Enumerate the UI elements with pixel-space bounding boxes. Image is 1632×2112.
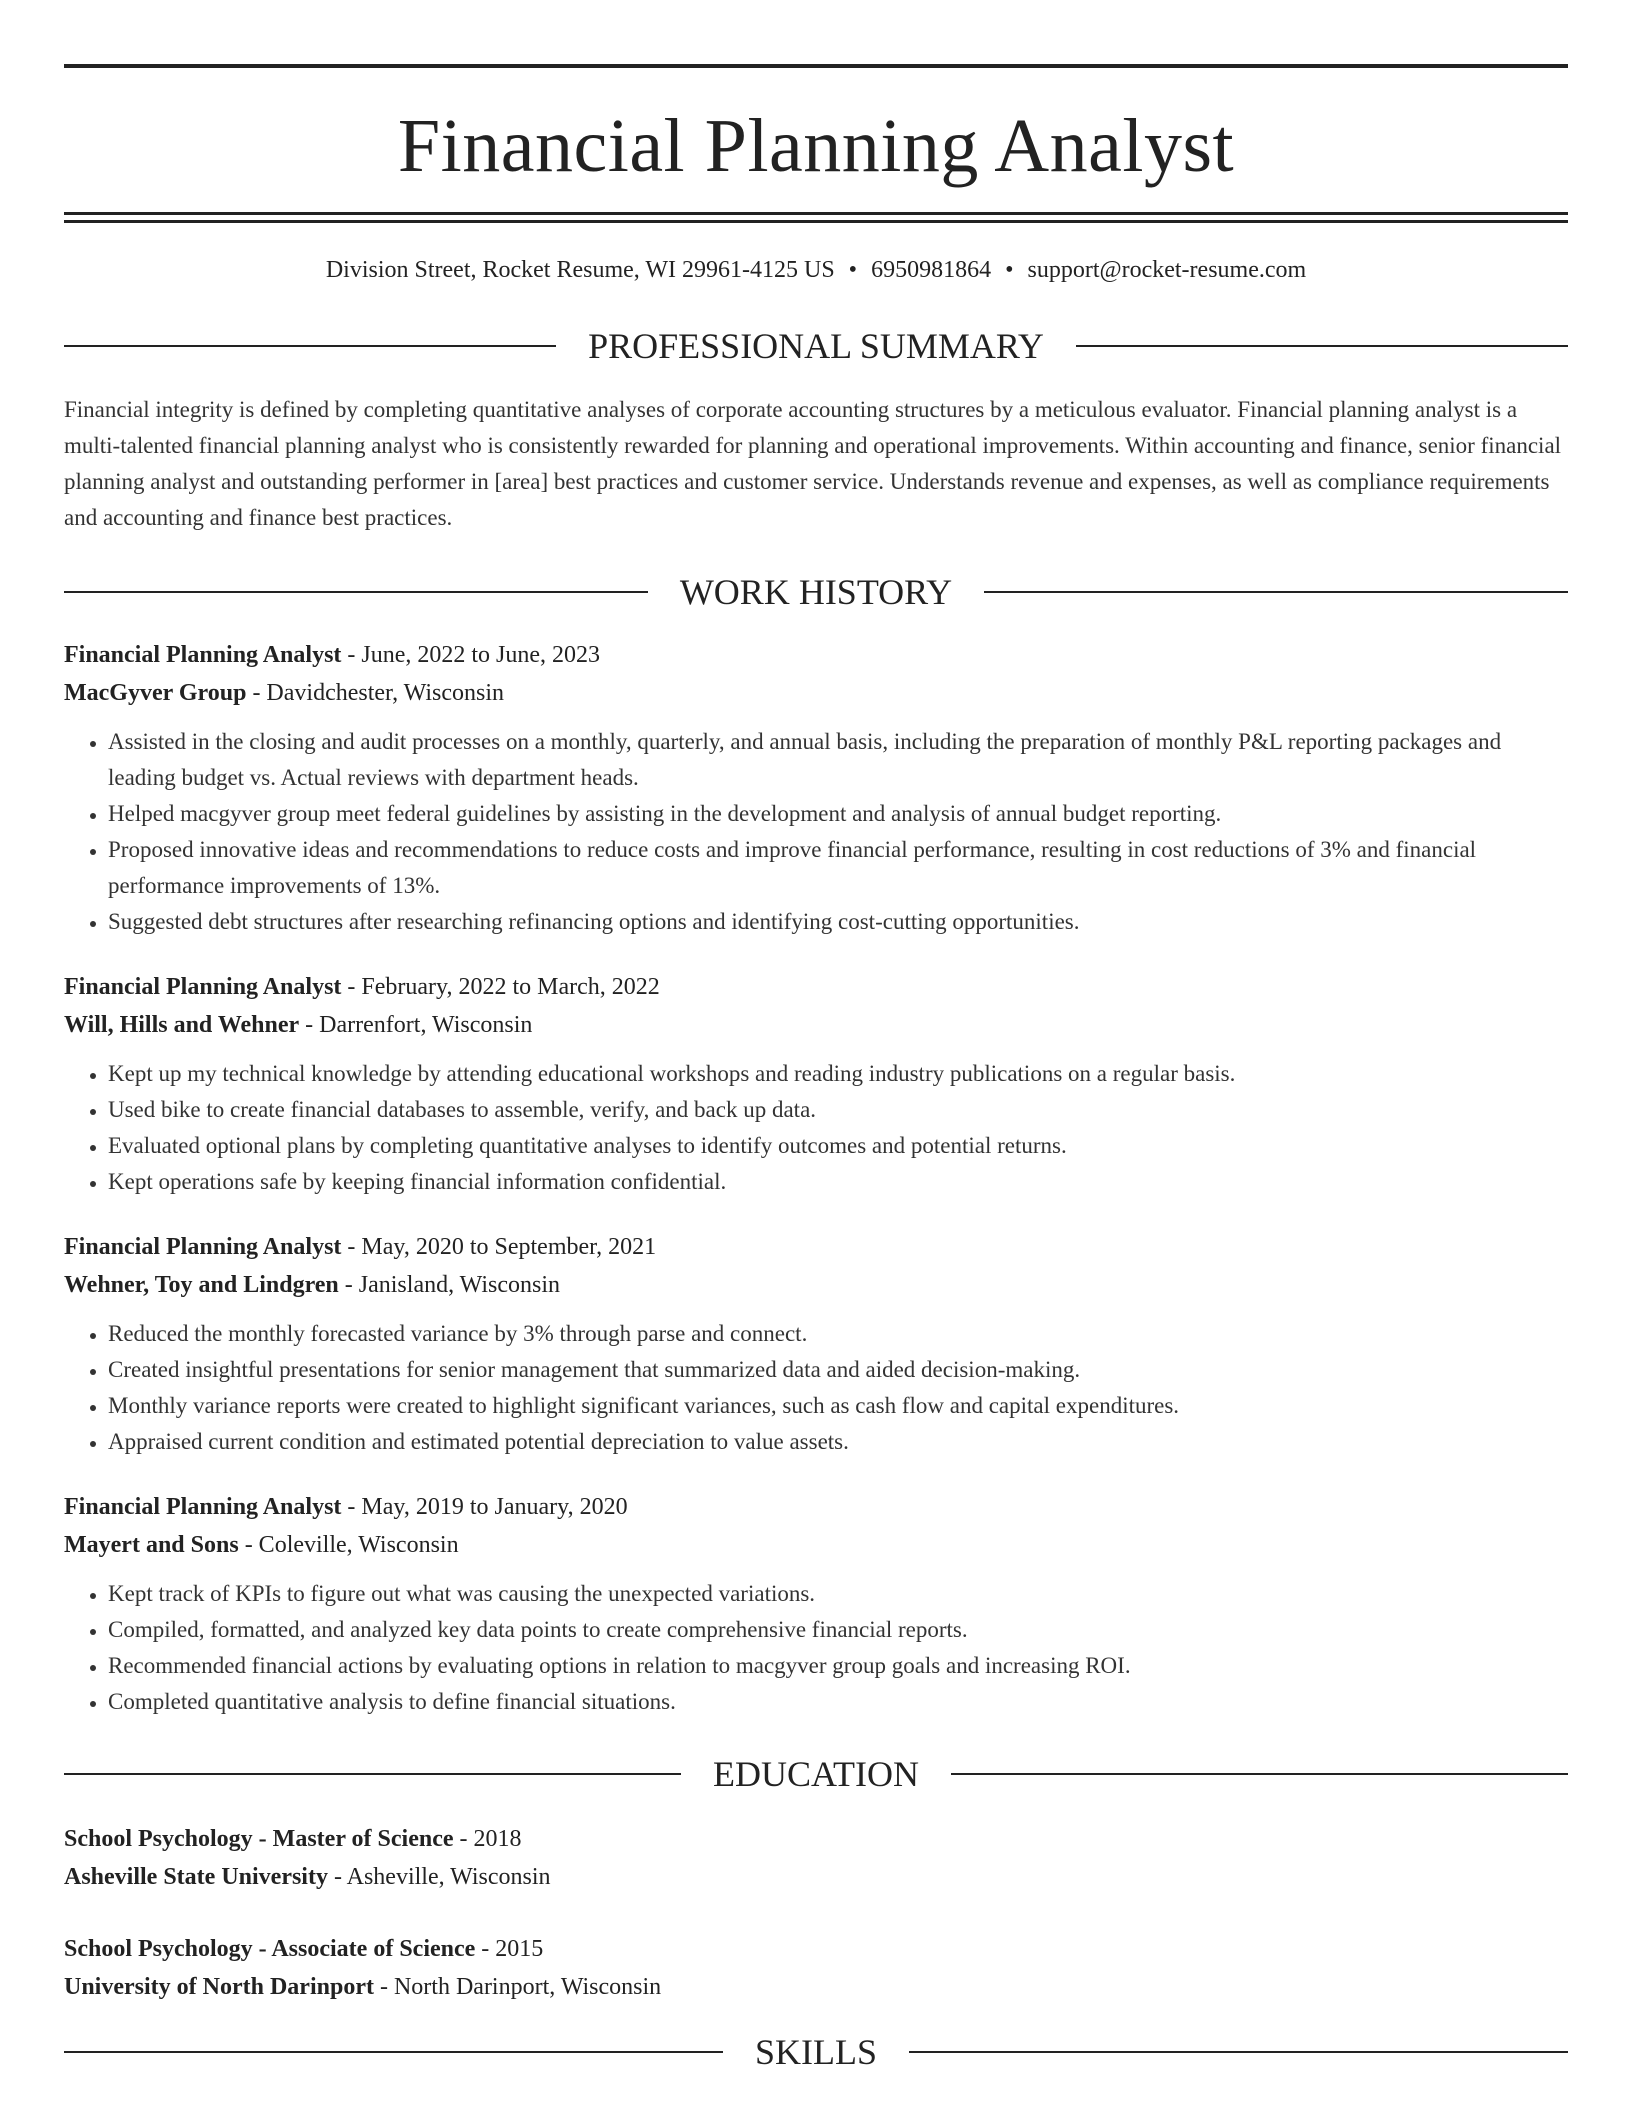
list-item: • Suggested debt structures after researching refinancing options and identifying cost-cutting opportunities. (108, 904, 1568, 940)
degree-line (64, 1930, 1568, 1968)
list-item: • Evaluated optional plans by completing quantitative analyses to identify outcomes and potential returns. (108, 1128, 1568, 1164)
list-item: • Used bike to create financial databases to assemble, verify, and back up data. (108, 1092, 1568, 1128)
job-dates: - May, 2020 to September, 2021 (341, 1234, 657, 1260)
job-location: - Darrenfort, Wisconsin (299, 1012, 533, 1038)
section-rule-right (1076, 345, 1568, 347)
section-rule-right (909, 2051, 1568, 2053)
contact-line (64, 257, 1568, 284)
degree: School Psychology - Master of Science (64, 1826, 454, 1852)
job-dates: - May, 2019 to January, 2020 (341, 1494, 628, 1520)
list-item: • Kept track of KPIs to figure out what was causing the unexpected variations. (108, 1576, 1568, 1612)
job-company: MacGyver Group (64, 680, 247, 706)
list-item: • Reduced the monthly forecasted variance by 3% through parse and connect. (108, 1316, 1568, 1352)
job-location: - Coleville, Wisconsin (238, 1532, 459, 1558)
job-company: Mayert and Sons (64, 1532, 239, 1558)
top-rule (64, 64, 1568, 68)
section-title-work: WORK HISTORY (679, 572, 953, 612)
list-item: • Compiled, formatted, and analyzed key data points to create comprehensive financial reports. (108, 1612, 1568, 1648)
job-company-line (64, 1006, 1568, 1044)
job-bullets (64, 1576, 1568, 1720)
job-title-line (64, 636, 1568, 674)
contact-email: support@rocket-resume.com (1027, 257, 1307, 283)
section-title-skills: SKILLS (755, 2032, 878, 2072)
school: Asheville State University (64, 1864, 328, 1890)
job-entry (64, 636, 1568, 940)
degree-year: - 2015 (475, 1936, 544, 1962)
contact-separator: • (848, 257, 858, 283)
page-title: Financial Planning Analyst (397, 104, 1235, 188)
section-rule-right (984, 591, 1568, 593)
job-bullets (64, 1056, 1568, 1200)
section-header-education (64, 1756, 1568, 1792)
school-line (64, 1858, 1568, 1896)
section-rule-right (951, 1773, 1568, 1775)
section-title-summary: PROFESSIONAL SUMMARY (588, 326, 1044, 366)
section-header-skills (64, 2034, 1568, 2070)
job-title: Financial Planning Analyst (64, 642, 342, 668)
resume-page (64, 64, 1568, 2070)
job-company-line (64, 1526, 1568, 1564)
job-dates: - February, 2022 to March, 2022 (341, 974, 660, 1000)
job-entry (64, 1228, 1568, 1460)
school-line (64, 1968, 1568, 2006)
section-title-education: EDUCATION (713, 1754, 919, 1794)
education-entry (64, 1820, 1568, 1896)
list-item: • Proposed innovative ideas and recommendations to reduce costs and improve financial performance, resulting in cost reductions of 3% and financial performance improvements of 13%. (108, 832, 1568, 904)
job-title: Financial Planning Analyst (64, 1234, 342, 1260)
title-double-rule (64, 212, 1568, 223)
school: University of North Darinport (64, 1974, 374, 2000)
job-bullets (64, 1316, 1568, 1460)
job-company: Wehner, Toy and Lindgren (64, 1272, 339, 1298)
contact-address: Division Street, Rocket Resume, WI 29961-4125 US (325, 257, 835, 283)
job-company-line (64, 674, 1568, 712)
job-entry (64, 1488, 1568, 1720)
section-rule-left (64, 2051, 723, 2053)
contact-separator: • (1005, 257, 1014, 283)
school-location: - North Darinport, Wisconsin (373, 1974, 662, 2000)
job-title: Financial Planning Analyst (64, 1494, 342, 1520)
job-title-line (64, 1488, 1568, 1526)
job-title-line (64, 968, 1568, 1006)
section-rule-left (64, 345, 556, 347)
education-entry (64, 1930, 1568, 2006)
degree-line (64, 1820, 1568, 1858)
section-rule-left (64, 1773, 681, 1775)
job-dates: - June, 2022 to June, 2023 (341, 642, 601, 668)
list-item: • Kept operations safe by keeping financial information confidential. (108, 1164, 1568, 1200)
list-item: • Helped macgyver group meet federal guidelines by assisting in the development and analysis of annual budget reporting. (108, 796, 1568, 832)
section-header-work (64, 574, 1568, 610)
list-item: • Assisted in the closing and audit processes on a monthly, quarterly, and annual basis, including the preparation of monthly P&L reporting packages and leading budget vs. Actual reviews with department heads. (108, 724, 1568, 796)
list-item: • Recommended financial actions by evaluating options in relation to macgyver group goals and increasing ROI. (108, 1648, 1568, 1684)
list-item: • Created insightful presentations for senior management that summarized data and aided decision-making. (108, 1352, 1568, 1388)
section-rule-left (64, 591, 648, 593)
school-location: - Asheville, Wisconsin (327, 1864, 551, 1890)
job-entry (64, 968, 1568, 1200)
job-company-line (64, 1266, 1568, 1304)
list-item: • Appraised current condition and estimated potential depreciation to value assets. (108, 1424, 1568, 1460)
section-header-summary (64, 328, 1568, 364)
job-title-line (64, 1228, 1568, 1266)
job-bullets (64, 724, 1568, 940)
job-title: Financial Planning Analyst (64, 974, 342, 1000)
list-item: • Monthly variance reports were created to highlight significant variances, such as cash flow and capital expenditures. (108, 1388, 1568, 1424)
job-location: - Davidchester, Wisconsin (246, 680, 505, 706)
degree: School Psychology - Associate of Science (64, 1936, 476, 1962)
job-location: - Janisland, Wisconsin (338, 1272, 561, 1298)
contact-phone: 6950981864 (871, 257, 992, 283)
list-item: • Completed quantitative analysis to define financial situations. (108, 1684, 1568, 1720)
degree-year: - 2018 (453, 1826, 522, 1852)
job-company: Will, Hills and Wehner (64, 1012, 300, 1038)
list-item: • Kept up my technical knowledge by attending educational workshops and reading industry publications on a regular basis. (108, 1056, 1568, 1092)
summary-text: Financial integrity is defined by completing quantitative analyses of corporate accounting structures by a meticulous evaluator. Financial planning analyst is a multi-talented financial planning analyst who is consistently rewarded for planning and operational improvements. Within accounting and finance, senior financial planning analyst and outstanding performer in [area] best practices and customer service. Understands revenue and expenses, as well as compliance requirements and accounting and finance best practices. (64, 397, 1562, 530)
